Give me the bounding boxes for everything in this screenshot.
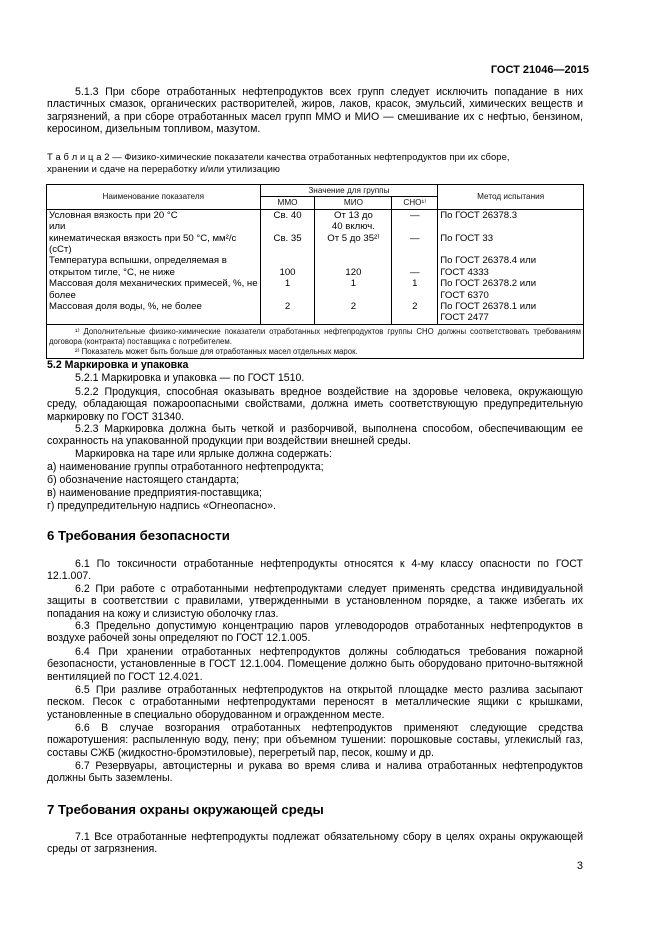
table-cell-name: или [47, 221, 261, 232]
paragraph-5-2-2: 5.2.2 Продукция, способная оказывать вредное воздействие на здоровье человека, окружающую среду, обладающая пожароопасными свойствами, должна иметь соответствующую предупредительную маркировку по ГОСТ 31340. [47, 386, 583, 423]
table-cell-name: Условная вязкость при 20 °С [47, 209, 261, 221]
th-mio: МИО [315, 197, 392, 209]
table-cell-sno: — [392, 209, 438, 221]
table-row [47, 221, 584, 232]
table-cell-mmo [260, 255, 315, 266]
table-cell-mio [315, 312, 392, 324]
table-row [47, 290, 584, 301]
list-item: б) обозначение настоящего стандарта; [47, 474, 240, 486]
table-caption-line1: Т а б л и ц а 2 — Физико-химические показатели качества отработанных нефтепродуктов при их сборе, [47, 151, 510, 162]
table-row [47, 312, 584, 324]
table-cell-mmo: 100 [260, 267, 315, 278]
table-cell-mio: 40 включ. [315, 221, 392, 232]
table-cell-mmo [260, 290, 315, 301]
table-cell-method: По ГОСТ 33 [438, 233, 584, 256]
th-group-value: Значение для группы [260, 185, 438, 197]
section-6-title: 6 Требования безопасности [47, 528, 230, 543]
table-cell-sno: — [392, 233, 438, 256]
table-cell-method: ГОСТ 2477 [438, 312, 584, 324]
table-cell-mmo: 1 [260, 278, 315, 289]
list-item: а) наименование группы отработанного нефтепродукта; [47, 461, 324, 473]
table-cell-name: Массовая доля механических примесей, %, не [47, 278, 261, 289]
table-cell-mmo: Св. 35 [260, 233, 315, 256]
table-cell-method: По ГОСТ 26378.4 или [438, 255, 584, 266]
table-cell-method: По ГОСТ 26378.1 или [438, 301, 584, 312]
footnote-1: ¹⁾ Дополнительные физико-химические показатели отработанных нефтепродуктов группы СНО должны соответствовать требованиям договора (контракта) поставщика с потребителем. [49, 326, 581, 346]
table-caption-line2: хранении и сдаче на переработку и/или утилизацию [47, 162, 281, 174]
table-cell-sno [392, 221, 438, 232]
paragraph-6-2: 6.2 При работе с отработанными нефтепродуктами следует применять средства индивидуальной защиты в соответствии с правилами, утвержденными в установленном порядке, а также избегать их попадания на кожу и слизистую оболочку глаз. [47, 583, 583, 620]
table-cell-sno: 2 [392, 301, 438, 312]
table-cell-mio [315, 255, 392, 266]
paragraph-5-1-3: 5.1.3 При сборе отработанных нефтепродуктов всех групп следует исключить попадание в них пластичных смазок, органических растворителей, жиров, лаков, красок, эмульсий, химических веществ и загрязнений, а при сборе отработанных масел групп ММО и МИО — смешивание их с нефтью, бензином, керосином, дизельным топливом, мазутом. [47, 86, 583, 136]
paragraph-6-3: 6.3 Предельно допустимую концентрацию паров углеводородов отработанных нефтепродуктов в воздухе рабочей зоны определяют по ГОСТ 12.1.005. [47, 620, 583, 645]
table-row [47, 255, 584, 266]
th-sno: СНО¹⁾ [392, 197, 438, 209]
paragraph-6-7: 6.7 Резервуары, автоцистерны и рукава во время слива и налива отработанных нефтепродуктов должны быть заземлены. [47, 760, 583, 785]
table-cell-name: более [47, 290, 261, 301]
document-code: ГОСТ 21046—2015 [490, 64, 589, 76]
table-cell-mio: 120 [315, 267, 392, 278]
table-cell-sno: 1 [392, 278, 438, 289]
table-cell-method: По ГОСТ 26378.3 [438, 209, 584, 221]
table-row [47, 267, 584, 278]
table-cell-sno [392, 312, 438, 324]
section-7-title: 7 Требования охраны окружающей среды [47, 802, 324, 817]
paragraph-6-1: 6.1 По токсичности отработанные нефтепродукты относятся к 4-му классу опасности по ГОСТ 12.1.007. [47, 558, 583, 583]
th-mmo: ММО [260, 197, 315, 209]
paragraph-6-5: 6.5 При разливе отработанных нефтепродуктов на открытой площадке место разлива засыпают песком. Песок с отработанными нефтепродуктами переносят в металлические ящики с крышками, установленные в специально оборудованном и огражденном месте. [47, 684, 583, 721]
table-cell-mmo [260, 312, 315, 324]
paragraph-7-1: 7.1 Все отработанные нефтепродукты подлежат обязательному сбору в целях охраны окружающей среды от загрязнения. [47, 831, 583, 856]
table-cell-mio: 2 [315, 301, 392, 312]
table-caption [47, 151, 583, 174]
table-cell-mio: От 5 до 35²⁾ [315, 233, 392, 256]
table-cell-sno: — [392, 267, 438, 278]
section-5-2-title: 5.2 Маркировка и упаковка [47, 359, 189, 371]
paragraph-marking-content: Маркировка на таре или ярлыке должна содержать: [75, 448, 332, 460]
th-method: Метод испытания [438, 185, 584, 210]
table-cell-name: кинематическая вязкость при 50 °С, мм²/с (сСт) [47, 233, 261, 256]
table-cell-mmo: 2 [260, 301, 315, 312]
table-cell-method: ГОСТ 6370 [438, 290, 584, 301]
table-cell-name: Массовая доля воды, %, не более [47, 301, 261, 312]
table-cell-name [47, 312, 261, 324]
table-cell-mmo [260, 221, 315, 232]
table-cell-name: Температура вспышки, определяемая в [47, 255, 261, 266]
th-indicator: Наименование показателя [47, 185, 261, 210]
list-item: г) предупредительную надпись «Огнеопасно». [47, 500, 276, 512]
table-row [47, 301, 584, 312]
marking-list [47, 461, 324, 513]
paragraph-5-2-3: 5.2.3 Маркировка должна быть четкой и разборчивой, выполнена способом, обеспечивающим ее сохранность на упакованной продукции при воздействии внешней среды. [47, 423, 583, 448]
table-cell-method: По ГОСТ 26378.2 или [438, 278, 584, 289]
table-cell-sno [392, 255, 438, 266]
paragraph-5-2-1: 5.2.1 Маркировка и упаковка — по ГОСТ 1510. [75, 372, 305, 384]
table-cell-sno [392, 290, 438, 301]
table-cell-mio: От 13 до [315, 209, 392, 221]
table-row [47, 233, 584, 256]
table-cell-method: ГОСТ 4333 [438, 267, 584, 278]
table-row [47, 209, 584, 221]
table-cell-mmo: Св. 40 [260, 209, 315, 221]
paragraph-6-6: 6.6 В случае возгорания отработанных нефтепродуктов применяют следующие средства пожаротушения: распыленную воду, пену; при объемном тушении: порошковые составы, углекислый газ, составы СЖБ (жидкостно-бромэтиловые), перегретый пар, песок, кошму и др. [47, 722, 583, 759]
table-row [47, 278, 584, 289]
table-cell-mio [315, 290, 392, 301]
footnote-2: ²⁾ Показатель может быть больше для отработанных масел отдельных марок. [75, 346, 358, 356]
quality-table [46, 184, 584, 359]
list-item: в) наименование предприятия-поставщика; [47, 487, 262, 499]
table-cell-method [438, 221, 584, 232]
paragraph-6-4: 6.4 При хранении отработанных нефтепродуктов должны соблюдаться требования пожарной безопасности, установленные в ГОСТ 12.1.004. Помещение должно быть оборудовано приточно-вытяжной вентиляцией по ГОСТ 12.4.021. [47, 646, 583, 683]
page-number: 3 [576, 860, 583, 872]
table-cell-mio: 1 [315, 278, 392, 289]
table-cell-name: открытом тигле, °С, не ниже [47, 267, 261, 278]
